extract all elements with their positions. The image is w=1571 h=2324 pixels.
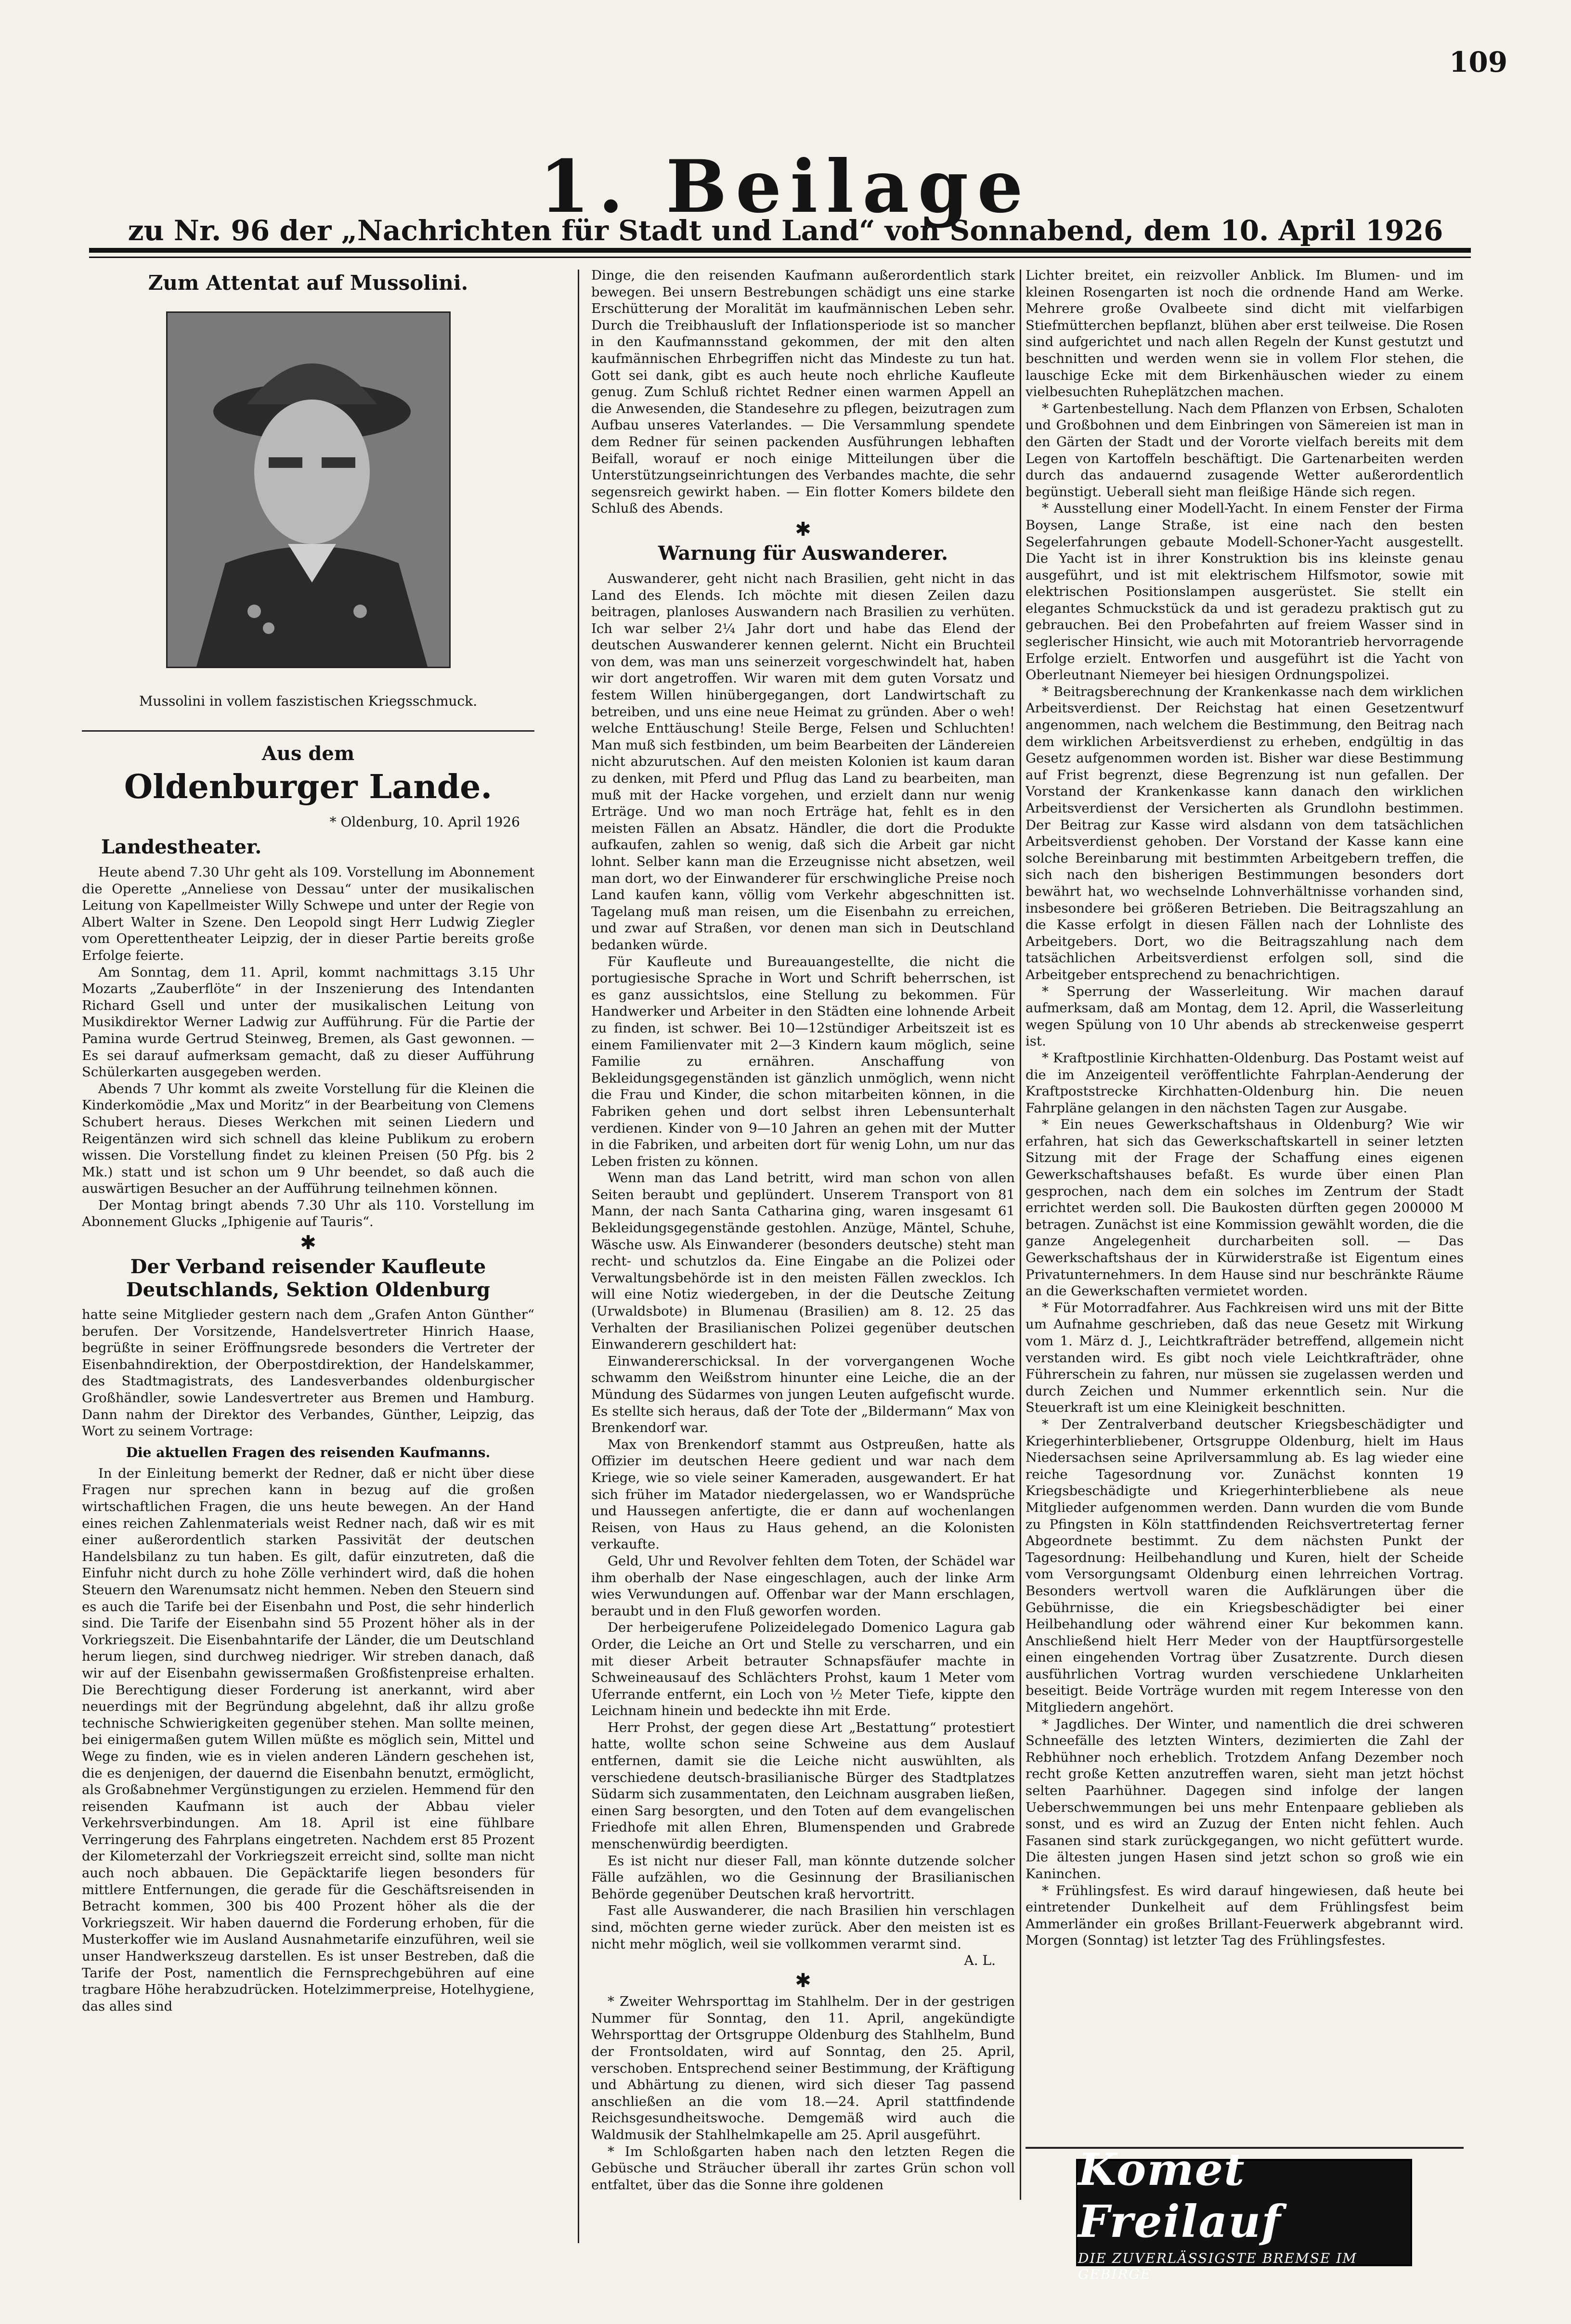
photo-caption: Mussolini in vollem faszistischen Kriegsschmuck. [139, 693, 478, 709]
paragraph: Dinge, die den reisenden Kaufmann außerordentlich stark bewegen. Bei unsern Bestrebungen schädigt uns eine starke Erschütterung der Moralität im kaufmännischen Leben sehr. Durch die Treibhausluft der Inflationsperiode ist so mancher in den Kaufmannsstand gekommen, der mit den alten kaufmännischen Ehrbegriffen nicht das Mindeste zu tun hat. Gott sei dank, gibt es auch heute noch ehrliche Kaufleute genug. Zum Schluß richtet Redner einen warmen Appell an die Anwesenden, die Standesehre zu pflegen, beizutragen zum Aufbau unseres Vaterlandes. — Die Versammlung spendete dem Redner für seinen packenden Ausführungen lebhaften Beifall, worauf er noch einige Mitteilungen über die Unterstützungseinrichtungen des Verbandes machte, die sehr segensreich gewirkt haben. — Ein flotter Komers bildete den Schluß des Abends. [591, 268, 1015, 516]
portrait-image [168, 313, 449, 667]
komet-freilauf-advertisement [1076, 2143, 1412, 2282]
mussolini-headline: Zum Attentat auf Mussolini. [148, 271, 468, 295]
ad-subtitle: DIE ZUVERLÄSSIGSTE BREMSE IM GEBIRGE [1078, 2250, 1357, 2282]
paragraph: Für Kaufleute und Bureauangestellte, die nicht die portugiesische Sprache in Wort und Schrift beherrschen, ist es ganz aussichtslos, eine Stellung zu bekommen. Für Handwerker und Arbeiter in den Städten eine lohnende Arbeit zu finden, ist schwer. Bei 10—12stündiger Arbeitszeit ist es einem Familienvater mit 2—3 Kindern kaum möglich, seine Familie zu ernähren. Anschaffung von Bekleidungsgegenständen ist gänzlich unmöglich, wenn nicht die Frau und Kinder, die schon mitarbeiten können, in die Fabriken gehen und dort selbst ihren Lebensunterhalt verdienen. Kinder von 9—10 Jahren an gehen mit der Mutter in die Fabriken, und arbeiten dort für wenig Lohn, um nur das Leben fristen zu können. [591, 954, 1015, 1169]
section-divider [82, 730, 534, 732]
star-separator: ✱ [795, 518, 811, 541]
paragraph: * Kraftpostlinie Kirchhatten-Oldenburg. Das Postamt weist auf die im Anzeigenteil veröffentlichte Fahrplan-Aenderung der Kraftpoststrecke Kirchhatten-Oldenburg hin. Die neuen Fahrpläne gelangen in den nächsten Tagen zur Ausgabe. [1026, 1050, 1464, 1116]
paragraph: Einwandererschicksal. In der vorvergangenen Woche schwamm den Weißstrom hinunter eine Leiche, die an der Mündung des Südarmes von jungen Leuten aufgefischt wurde. Es stellte sich heraus, daß der Tote der „Bildermann“ Max von Brenkendorf war. [591, 1353, 1015, 1436]
paragraph: * Gartenbestellung. Nach dem Pflanzen von Erbsen, Schaloten und Großbohnen und dem Einbringen von Sämereien ist man in den Gärten der Stadt und der Vororte vielfach bereits mit dem Legen von Kartoffeln beschäftigt. Die Gartenarbeiten werden durch das andauernd zusagende Wetter außerordentlich begünstigt. Ueberall sieht man fleißige Hände sich regen. [1026, 400, 1464, 500]
paragraph: * Ausstellung einer Modell-Yacht. In einem Fenster der Firma Boysen, Lange Straße, ist eine nach den besten Segelerfahrungen gebaute Modell-Schoner-Yacht ausgestellt. Die Yacht ist in ihrer Konstruktion bis ins kleinste genau ausgeführt, und ist mit elektrischem Hilfsmotor, sowie mit elektrischen Positionslampen ausgerüstet. Sie stellt ein elegantes Schmuckstück da und ist geradezu praktisch gut zu gebrauchen. Bei den Probefahrten auf freiem Wasser sind in seglerischer Hinsicht, wie auch mit Motorantrieb hervorragende Erfolge erzielt. Entworfen und ausgeführt ist die Yacht von Oberleutnant Niemeyer bei hiesigen Ordnungspolizei. [1026, 501, 1464, 683]
paragraph: Fast alle Auswanderer, die nach Brasilien hin verschlagen sind, möchten gerne wieder zurück. Aber den meisten ist es nicht mehr möglich, weil sie vollkommen verarmt sind. [591, 1903, 1015, 1952]
masthead-rule [89, 248, 1471, 253]
paragraph: * Ein neues Gewerkschaftshaus in Oldenburg? Wie wir erfahren, hat sich das Gewerkschaftskartell in seiner letzten Sitzung mit der Frage der Schaffung eines eigenen Gewerkschaftshauses befaßt. Es wurde über einen Plan gesprochen, nach dem ein solches im Zentrum der Stadt errichtet werden soll. Die Baukosten dürften gegen 200000 M betragen. Zunächst ist eine Kommission gewählt worden, die die ganze Angelegenheit durcharbeiten soll. — Das Gewerkschaftshaus der in Kürwiderstraße ist Eigentum eines Privatunternehmers. In dem Hause sind nur beschränkte Räume an die Gewerkschaften vermietet worden. [1026, 1117, 1464, 1299]
article-signature: A. L. [964, 1952, 996, 1969]
paragraph: Heute abend 7.30 Uhr geht als 109. Vorstellung im Abonnement die Operette „Anneliese von Dessau“ unter der musikalischen Leitung von Kapellmeister Willy Schwepe und unter der Regie von Albert Walter in Szene. Den Leopold singt Herr Ludwig Ziegler vom Operettentheater Leipzig, der in dieser Partie bereits große Erfolge feierte. [82, 865, 534, 963]
paragraph: Wenn man das Land betritt, wird man schon von allen Seiten beraubt und geplündert. Unserem Transport von 81 Mann, der nach Santa Catharina ging, waren insgesamt 61 Bekleidungsgegenstände gestohlen. Anzüge, Mäntel, Schuhe, Wäsche usw. Als Einwanderer (besonders deutsche) steht man recht- und schutzlos da. Eine Eingabe an die Polizei oder Verwaltungsbehörde ist in den meisten Fällen zwecklos. Ich will eine Notiz wiedergeben, in der die Deutsche Zeitung (Urwaldsbote) in Blumenau (Brasilien) am 8. 12. 25 das Verhalten der Brasilianischen Polizei gegenüber deutschen Einwanderern geschildert hat: [591, 1170, 1015, 1353]
paragraph: Am Sonntag, dem 11. April, kommt nachmittags 3.15 Uhr Mozarts „Zauberflöte“ in der Inszenierung des Intendanten Richard Gsell und unter der musikalischen Leitung von Musikdirektor Werner Ladwig zur Aufführung. Für die Partie der Pamina wurde Gertrud Steinweg, Bremen, als Gast gewonnen. — Es sei darauf aufmerksam gemacht, daß zu dieser Aufführung Schülerkarten ausgegeben werden. [82, 964, 534, 1080]
column-separator [1020, 270, 1021, 2200]
paragraph: Abends 7 Uhr kommt als zweite Vorstellung für die Kleinen die Kinderkomödie „Max und Moritz“ in der Bearbeitung von Clemens Schubert heraus. Dieses Werkchen mit seinen Liedern und Reigentänzen wird sich schnell das kleine Publikum zu erobern wissen. Die Vorstellung findet zu kleinen Preisen (50 Pfg. bis 2 Mk.) statt und ist schon um 9 Uhr beendet, so daß auch die auswärtigen Besucher an der Aufführung teilnehmen können. [82, 1081, 534, 1197]
paragraph: Es ist nicht nur dieser Fall, man könnte dutzende solcher Fälle aufzählen, wo die Gesinnung der Brasilianischen Behörde gegenüber Deutschen kraß hervortritt. [591, 1853, 1015, 1902]
paragraph: Max von Brenkendorf stammt aus Ostpreußen, hatte als Offizier im deutschen Heere gedient und war nach dem Kriege, wie so viele seiner Kameraden, ausgewandert. Er hat sich früher im Matador niedergelassen, wo er Wandsprüche und Haussegen anfertigte, die er dann auf wochenlangen Reisen, von Haus zu Haus gehend, an die Kolonisten verkaufte. [591, 1436, 1015, 1552]
masthead-title: 1. Beilage [539, 144, 1032, 229]
paragraph: Auswanderer, geht nicht nach Brasilien, geht nicht in das Land des Elends. Ich möchte mit diesen Zeilen dazu beitragen, planloses Auswandern nach Brasilien zu verhüten. Ich war selber 2¼ Jahr dort und habe das Elend der deutschen Auswanderer kennen gelernt. Nicht ein Bruchteil von dem, was man uns seinerzeit vorgeschwindelt hat, haben wir dort angetroffen. Wir waren mit dem guten Vorsatz und festem Willen hinübergegangen, dort Landwirtschaft zu betreiben, und uns eine neue Heimat zu gründen. Aber o weh! welche Enttäuschung! Steile Berge, Felsen und Schluchten! Man muß sich festbinden, um beim Bearbeiten der Ländereien nicht abzurutschen. Auf den meisten Kolonien ist kaum daran zu denken, mit Pferd und Pflug das Land zu bearbeiten, man muß mit der Hacke vorgehen, und erzielt dann nur wenig Erträge. Und wo man noch Erträge hat, fehlt es in den meisten Fällen an Absatz. Händler, die dort die Produkte aufkaufen, zahlen so wenig, daß sich die Arbeit gar nicht lohnt. Selber kann man die Erzeugnisse nicht absetzen, weil man dort, wo der Einwanderer für erschwingliche Preise noch Land kaufen kann, völlig vom Verkehr abgeschnitten ist. Tagelang muß man reisen, um die Eisenbahn zu erreichen, und zwar auf Straßen, vor denen man sich in Deutschland bedanken würde. [591, 570, 1015, 953]
verband-heading: Der Verband reisender Kaufleute Deutschlands, Sektion Oldenburg [126, 1255, 491, 1302]
paragraph: * Der Zentralverband deutscher Kriegsbeschädigter und Kriegerhinterbliebener, Ortsgruppe Oldenburg, hielt im Haus Niedersachsen seine Aprilversammlung ab. Es lag wieder eine reiche Tagesordnung vor. Zunächst konnten 19 Kriegsbeschädigte und Kriegerhinterbliebene als neue Mitglieder aufgenommen werden. Dann wurden die vom Bunde zu Pfingsten in Köln stattfindenden Reichsvertretertag ferner Abgeordnete bestimmt. Zu dem nächsten Punkt der Tagesordnung: Heilbehandlung und Kuren, hielt der Scheide vom Versorgungsamt Oldenburg einen lehrreichen Vortrag. Besonders wertvoll waren die Aufklärungen über die Gebührnisse, die ein Kriegsbeschädigter bei einer Heilbehandlung oder während einer Kur bekommen kann. Anschließend hielt Herr Meder von der Hauptfürsorgestelle einen eingehenden Vortrag über Zusatzrente. Durch diesen ausführlichen Vortrag wurden verschiedene Unklarheiten beseitigt. Beide Vorträge wurden mit regem Interesse von den Mitgliedern angehört. [1026, 1416, 1464, 1716]
masthead-subtitle: zu Nr. 96 der „Nachrichten für Stadt und Land“ von Sonnabend, dem 10. April 1926 [128, 214, 1443, 247]
masthead-rule-thin [89, 257, 1471, 258]
star-separator: ✱ [795, 1970, 811, 1992]
column-2 [591, 267, 1015, 2217]
ad-title: Komet Freilauf [1078, 2143, 1282, 2247]
paragraph: Lichter breitet, ein reizvoller Anblick. Im Blumen- und im kleinen Rosengarten ist noch die ordnende Hand am Werke. Mehrere große Ovalbeete sind dicht mit vielfarbigen Stiefmütterchen bepflanzt, blühen aber erst teilweise. Die Rosen sind aufgerichtet und nach allen Regeln der Kunst gestutzt und beschnitten und werden wenn sie in vollem Flor stehen, die lauschige Ecke mit dem Birkenhäuschen wieder zu einem vielbesuchten Ruheplätzchen machen. [1026, 268, 1464, 400]
paragraph: Geld, Uhr und Revolver fehlten dem Toten, der Schädel war ihm oberhalb der Nase eingeschlagen, auch der linke Arm wies Verwundungen auf. Offenbar war der Mann erschlagen, beraubt und in den Fluß geworfen worden. [591, 1553, 1015, 1619]
paragraph: * Für Motorradfahrer. Aus Fachkreisen wird uns mit der Bitte um Aufnahme geschrieben, daß das neue Gesetz mit Wirkung vom 1. März d. J., Leichtkrafträder betreffend, allgemein nicht verstanden wird. Es gibt noch viele Leichtkrafträder, ohne Führerschein zu fahren, nur müssen sie zugelassen werden und durch Zeichen und Nummer erkenntlich sein. Nur die Steuerkraft ist um eine Kleinigkeit beschnitten. [1026, 1300, 1464, 1416]
paragraph: * Jagdliches. Der Winter, und namentlich die drei schweren Schneefälle des letzten Winters, dezimierten die Zahl der Rebhühner noch erheblich. Trotzdem Anfang Dezember noch recht große Ketten anzutreffen waren, sieht man jetzt höchst selten Paarhühner. Dagegen sind infolge der langen Ueberschwemmungen bei uns mehr Entenpaare geblieben als sonst, und es wird an Zuzug der Enten nicht fehlen. Auch Fasanen sind stark zurückgegangen, wo nicht gefüttert wurde. Die ältesten jungen Hasen sind jetzt schon so groß wie ein Kaninchen. [1026, 1716, 1464, 1882]
lecture-subheading: Die aktuellen Fragen des reisenden Kaufmanns. [126, 1444, 491, 1460]
paragraph: * Frühlingsfest. Es wird darauf hingewiesen, daß heute bei eintretender Dunkelheit auf dem Frühlingsfest beim Ammerländer ein großes Brillant-Feuerwerk abgebrannt wird. Morgen (Sonntag) ist letzter Tag des Frühlingsfestes. [1026, 1883, 1464, 1949]
warnung-heading: Warnung für Auswanderer. [658, 542, 948, 565]
section-kicker: Aus dem [261, 742, 355, 765]
column-separator [578, 270, 579, 2243]
paragraph: Herr Prohst, der gegen diese Art „Bestattung“ protestiert hatte, wollte schon seine Schweine aus dem Auslauf entfernen, damit sie die Leiche nicht auswühlten, als verschiedene deutsch-brasilianische Bürger des Stadtplatzes Südarm sich zusammentaten, den Leichnam ausgraben ließen, einen Sarg besorgten, und den Toten auf dem evangelischen Friedhofe mit allen Ehren, Blumenspenden und Grabrede menschenwürdig beerdigten. [591, 1719, 1015, 1852]
column-3 [1026, 267, 1464, 2159]
paragraph: Der herbeigerufene Polizeidelegado Domenico Lagura gab Order, die Leiche an Ort und Stelle zu verscharren, und ein mit dieser Arbeit betrauter Schnapsfäufer machte in Schweineausauf des Schlächters Prohst, kaum 1 Meter vom Uferrande entfernt, ein Loch von ½ Meter Tiefe, kippte den Leichnam hinein und bedeckte ihn mit Erde. [591, 1620, 1015, 1719]
paragraph: * Beitragsberechnung der Krankenkasse nach dem wirklichen Arbeitsverdienst. Der Reichstag hat einen Gesetzentwurf angenommen, nach welchem die Bestimmung, den Beitrag nach dem wirklichen Arbeitsverdienst zu erheben, endgültig in das Gesetz aufgenommen worden ist. Bisher war diese Bestimmung auf Frist begrenzt, diese Begrenzung ist nun gefallen. Der Vorstand der Krankenkasse kann danach den wirklichen Arbeitsverdienst der Versicherten als Grundlohn bestimmen. Der Beitrag zur Kasse wird alsdann von dem tatsächlichen Arbeitsverdienst gehoben. Der Vorstand der Kasse kann eine solche Bereinbarung mit bestimmten Arbeitgebern treffen, die sich nach den bisherigen Bestimmungen besonders dort bewährt hat, wo wechselnde Lohnverhältnisse vorhanden sind, insbesondere bei größeren Betrieben. Die Beitragszahlung an die Kasse erfolgt in diesen Fällen nach der Lohnliste des Arbeitgebers. Dort, wo die Beitragszahlung nach dem tatsächlichen Arbeitsverdienst erfolgen soll, sind die Arbeitgeber entsprechend zu benachrichtigen. [1026, 684, 1464, 982]
paragraph: * Sperrung der Wasserleitung. Wir machen darauf aufmerksam, daß am Montag, dem 12. April, die Wasserleitung wegen Spülung von 10 Uhr abends ab streckenweise gesperrt ist. [1026, 983, 1464, 1049]
paragraph: hatte seine Mitglieder gestern nach dem „Grafen Anton Günther“ berufen. Der Vorsitzende, Handelsvertreter Hinrich Haase, begrüßte in seiner Eröffnungsrede besonders die Vertreter der Eisenbahndirektion, der Oberpostdirektion, der Handelskammer, des Stadtmagistrats, des Landesverbandes oldenburgischer Großhändler, sowie Landesvertreter aus Bremen und Hamburg. Dann nahm der Direktor des Verbandes, Günther, Leipzig, das Wort zu seinem Vortrage: [82, 1307, 534, 1439]
section-title: Oldenburger Lande. [124, 768, 493, 806]
column-1 [82, 267, 534, 2193]
paragraph: Der Montag bringt abends 7.30 Uhr als 110. Vorstellung im Abonnement Glucks „Iphigenie auf Tauris“. [82, 1197, 534, 1230]
paragraph: * Im Schloßgarten haben nach den letzten Regen die Gebüsche und Sträucher überall ihr zartes Grün schon voll entfaltet, über das die Sonne ihre goldenen [591, 2143, 1015, 2193]
mussolini-photo [166, 311, 451, 668]
paragraph: * Zweiter Wehrsporttag im Stahlhelm. Der in der gestrigen Nummer für Sonntag, den 11. April, angekündigte Wehrsporttag der Ortsgruppe Oldenburg des Stahlhelm, Bund der Frontsoldaten, wird auf Sonntag, den 25. April, verschoben. Entsprechend seiner Bestimmung, der Kräftigung und Abhärtung zu dienen, wird sich dieser Tag passend anschließen an die vom 18.—24. April stattfindende Reichsgesundheitswoche. Demgemäß wird auch die Waldmusik der Stahlhelmkapelle am 25. April ausgeführt. [591, 1994, 1015, 2143]
dateline: * Oldenburg, 10. April 1926 [329, 814, 520, 830]
page-number: 109 [1449, 46, 1508, 78]
paragraph: In der Einleitung bemerkt der Redner, daß er nicht über diese Fragen nur sprechen kann in bezug auf die großen wirtschaftlichen Fragen, die uns heute bewegen. An der Hand eines reichen Zahlenmaterials weist Redner nach, daß wir es mit einer außerordentlich starken Passivität der deutschen Handelsbilanz zu tun haben. Es gilt, dafür einzutreten, daß die Einfuhr nicht durch zu hohe Zölle verhindert wird, daß die hohen Steuern den Warenumsatz nicht hemmen. Neben den Steuern sind es auch die Tarife bei der Eisenbahn und Post, die sehr hinderlich sind. Die Tarife der Eisenbahn sind 55 Prozent höher als in der Vorkriegszeit. Die Eisenbahntarife der Länder, die um Deutschland herum liegen, sind durchweg niedriger. Wir streben danach, daß wir auf der Eisenbahn gewissermaßen Großfistenpreise erhalten. Die Berechtigung dieser Forderung ist anerkannt, wird aber neuerdings mit der Begründung abgelehnt, daß ihr allzu große technische Schwierigkeiten gegenüber stehen. Man sollte meinen, bei einigermaßen gutem Willen müßte es möglich sein, Mittel und Wege zu finden, wie es in vielen anderen Ländern geschehen ist, die es denjenigen, der dauernd die Eisenbahn benutzt, ermöglicht, als Großabnehmer Vergünstigungen zu erzielen. Hemmend für den reisenden Kaufmann ist auch der Abbau vieler Verkehrsverbindungen. Am 18. April ist eine fühlbare Verringerung des Fahrplans eingetreten. Nachdem erst 85 Prozent der Kilometerzahl der Vorkriegszeit erreicht sind, sollte man nicht auch noch abbauen. Die Gepäcktarife liegen besonders für mittlere Entfernungen, die gerade für die Geschäftsreisenden in Betracht kommen, 300 bis 400 Prozent höher als die der Vorkriegszeit. Wir haben dauernd die Forderung erhoben, für die Musterkoffer wie im Ausland Ausnahmetarife einzuführen, weil sie unser Handwerkszeug darstellen. Es ist unser Bestreben, daß die Tarife der Post, namentlich die Fernsprechgebühren auf eine tragbare Höhe herabzudrücken. Hotelzimmerpreise, Hotelhygiene, das alles sind [82, 1465, 534, 2014]
theater-heading: Landestheater. [101, 836, 262, 858]
star-separator: ✱ [300, 1232, 316, 1254]
